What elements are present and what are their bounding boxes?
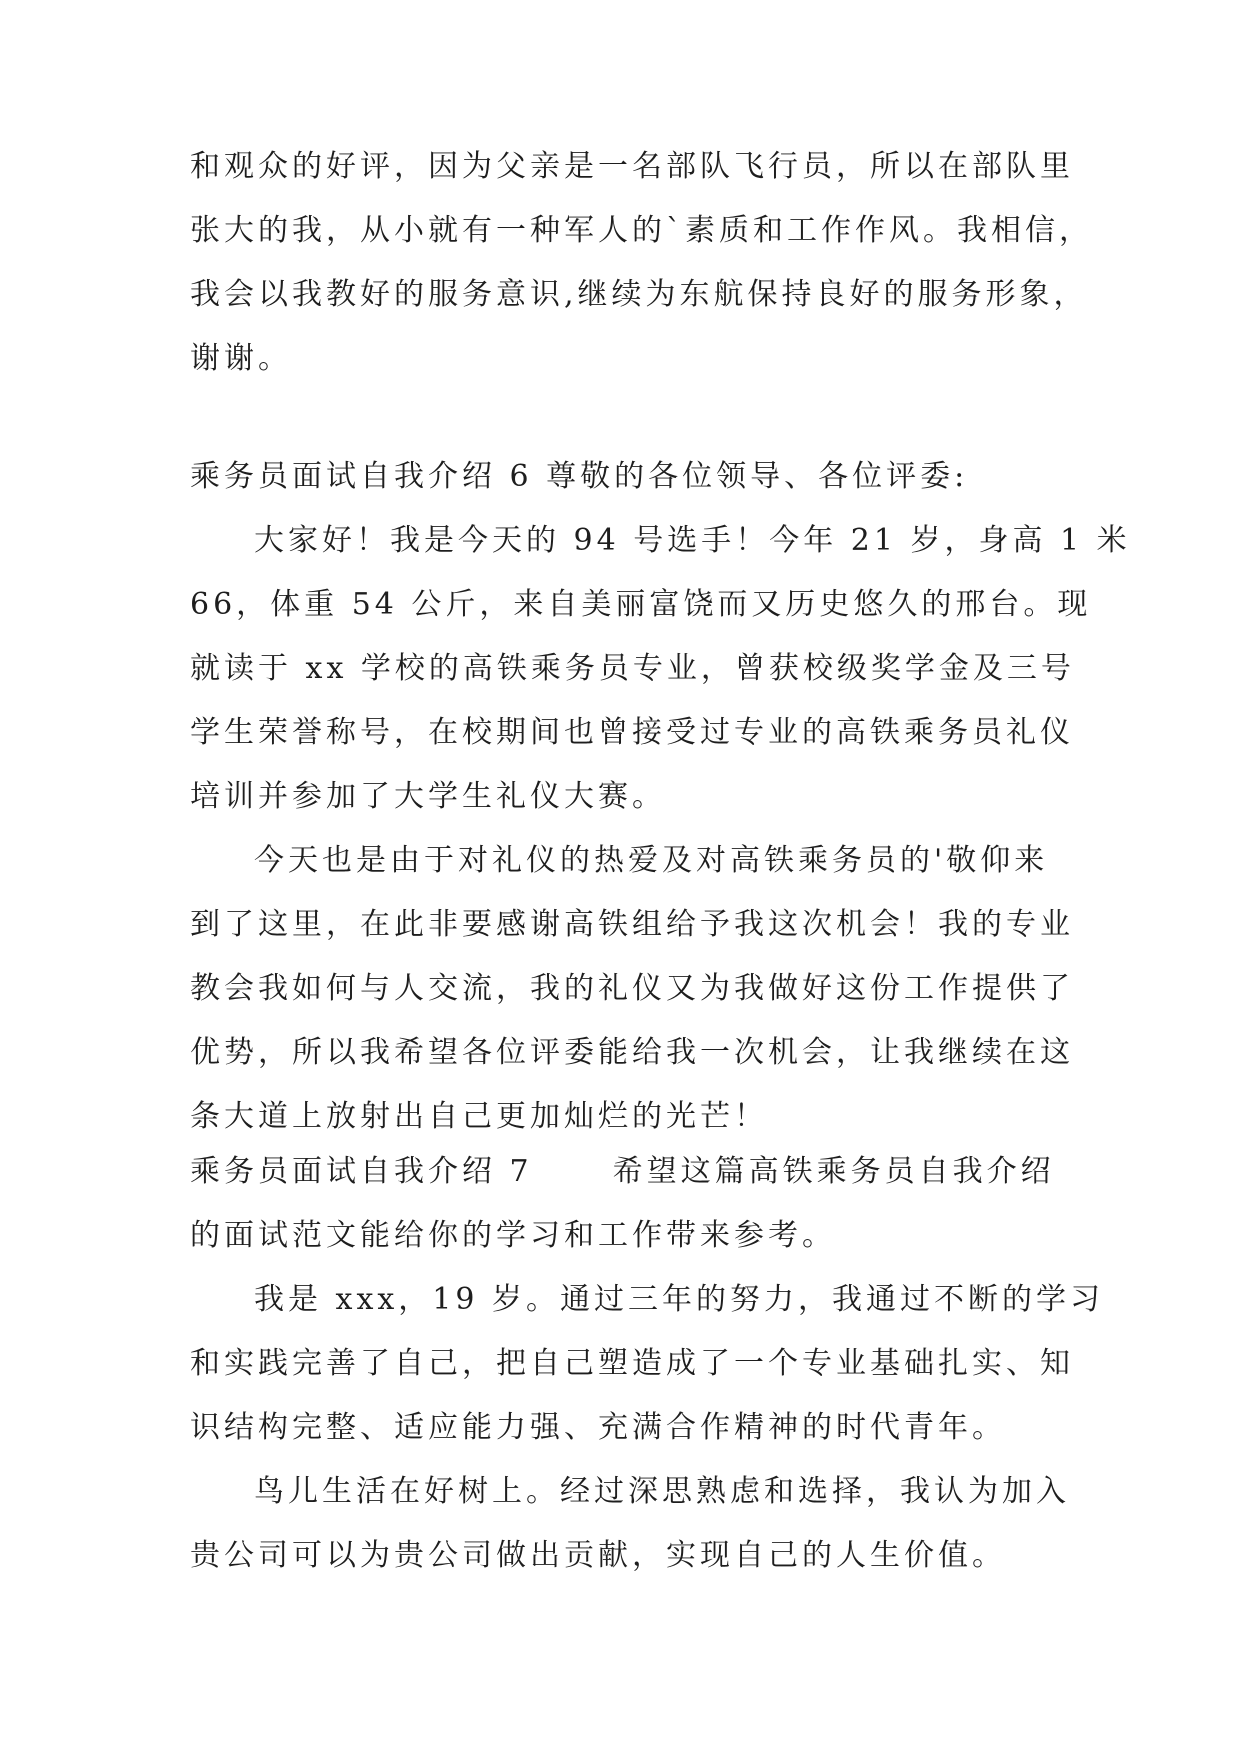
text-line: 大家好！我是今天的 94 号选手！今年 21 岁，身高 1 米 [254,523,1131,558]
text-line: 就读于 xx 学校的高铁乘务员专业，曾获校级奖学金及三号 [190,651,1075,686]
text-line: 66，体重 54 公斤，来自美丽富饶而又历史悠久的邢台。现 [190,587,1092,622]
section-6 [190,445,1131,1149]
text-line: 培训并参加了大学生礼仪大赛。 [190,779,666,814]
text-line: 和实践完善了自己，把自己塑造成了一个专业基础扎实、知 [190,1346,1074,1381]
text-line: 教会我如何与人交流，我的礼仪又为我做好这份工作提供了 [190,971,1074,1006]
text-line: 到了这里，在此非要感谢高铁组给予我这次机会！我的专业 [190,907,1074,942]
text-line: 张大的我，从小就有一种军人的`素质和工作作风。我相信， [190,213,1093,248]
text-line: 我会以我教好的服务意识,继续为东航保持良好的服务形象， [190,277,1088,312]
text-line: 优势，所以我希望各位评委能给我一次机会，让我继续在这 [190,1035,1074,1070]
text-line: 谢谢。 [190,341,292,376]
section-heading-left: 乘务员面试自我介绍 7 [190,1154,533,1189]
text-line: 和观众的好评，因为父亲是一名部队飞行员，所以在部队里 [190,149,1074,184]
text-line: 贵公司可以为贵公司做出贡献，实现自己的人生价值。 [190,1538,1006,1573]
section-7 [190,1140,1105,1588]
section-heading-right: 希望这篇高铁乘务员自我介绍 [612,1154,1055,1189]
text-line: 我是 xxx，19 岁。通过三年的努力，我通过不断的学习 [254,1282,1105,1317]
text-line: 条大道上放射出自己更加灿烂的光芒！ [190,1099,768,1134]
text-line: 识结构完整、适应能力强、充满合作精神的时代青年。 [190,1410,1006,1445]
text-line: 鸟儿生活在好树上。经过深思熟虑和选择，我认为加入 [254,1474,1070,1509]
text-line: 的面试范文能给你的学习和工作带来参考。 [190,1218,836,1253]
section-heading: 乘务员面试自我介绍 6 尊敬的各位领导、各位评委: [190,459,969,494]
section-5-tail [190,135,1093,391]
text-line: 学生荣誉称号，在校期间也曾接受过专业的高铁乘务员礼仪 [190,715,1074,750]
section-heading [190,1140,1090,1204]
text-line: 今天也是由于对礼仪的热爱及对高铁乘务员的'敬仰来 [254,843,1049,878]
